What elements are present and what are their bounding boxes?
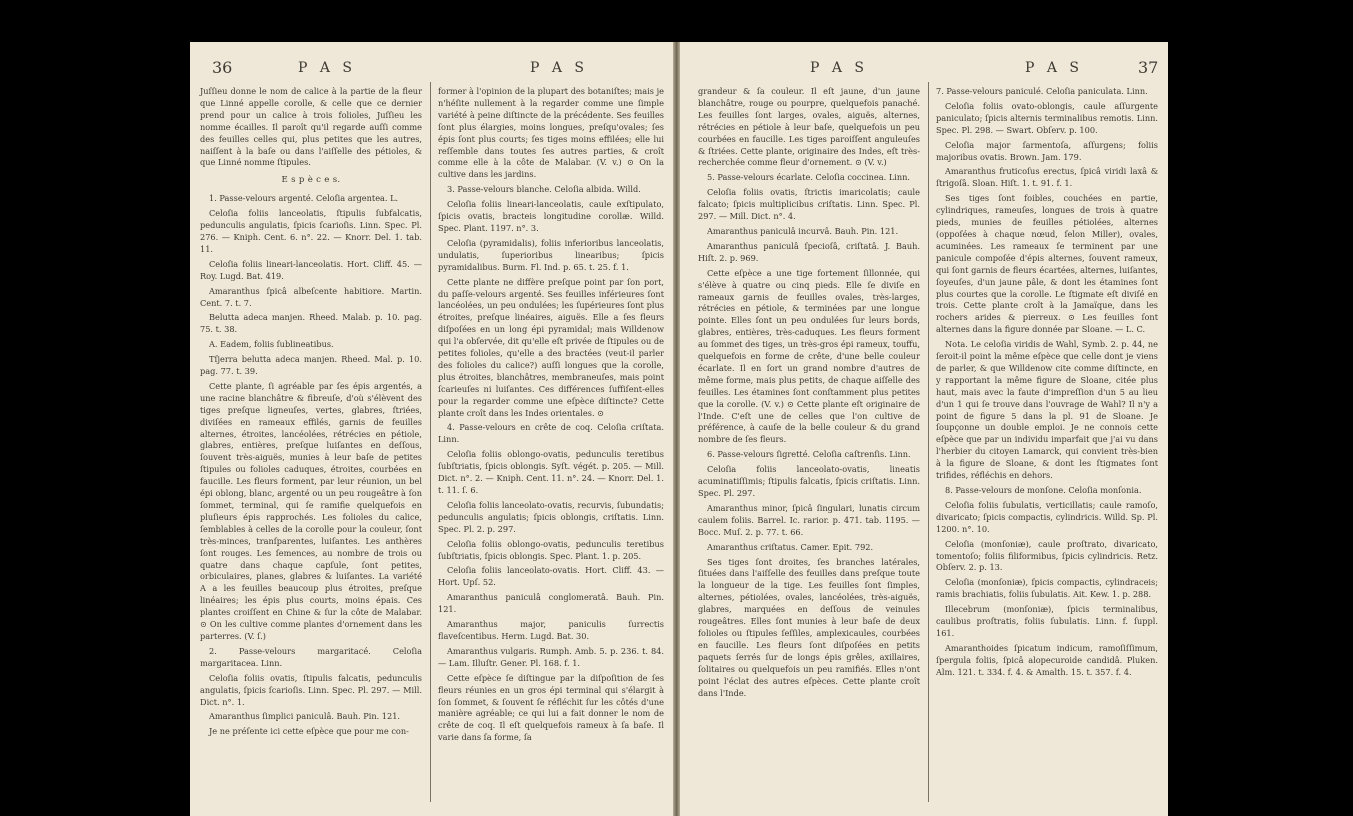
paragraph: Celoſia foliis lanceolato-ovatis, recurvis, ſubundatis; pedunculis angulatis; ſpicis oblongis, criſtatis. Linn. Spec. Pl. 2. p. 297. — [438, 499, 664, 534]
right-page — [680, 42, 1168, 816]
running-head-left-2: P A S — [530, 60, 589, 76]
paragraph: Celoſia foliis lanceolato-ovatis. Hort. Cliff. 43. — Hort. Upſ. 52. — [438, 565, 664, 588]
running-head-right-1: P A S — [810, 60, 869, 76]
paragraph: Ses tiges ſont foibles, couchées en partie, cylindriques, rameuſes, longues de trois à quatre pieds, munies de feuilles pétiolées, alternes (oppoſées à chaque nœud, ſelon Miller), ovales, acuminées. Les rameaux ſe terminent par une panicule compoſée d'épis alternes, ſouvent rameux, qui ſont garnis de fleurs écartées, alternes, luiſantes, ſoyeuſes, d'un jaune pâle, & dont les étamines ſont plus courtes que la corolle. Le ſtigmate eſt diviſé en trois. Cette plante croît à la Jamaïque, dans les rochers arides & pierreux. ⊙ Les feuilles ſont alternes dans la figure donnée par Sloane. — L. C. — [936, 193, 1158, 335]
paragraph: Amaranthus major, paniculis ſurrectis flaveſcentibus. Herm. Lugd. Bat. 30. — [438, 619, 664, 641]
paragraph: Cette eſpèce a une tige fortement ſillonnée, qui s'élève à quatre ou cinq pieds. Elle ſe diviſe en rameaux garnis de feuilles ovales, très-larges, rétrécies en pétiole, & terminées par une longue pointe. Elles ſont un peu ondulées ſur leurs bords, glabres, entières, très-caduques. Les fleurs forment au ſommet des tiges, un très-gros épi rameux, touffu, quelquefois en forme de crête, d'une belle couleur écarlate. Il en ſort un grand nombre d'autres de même forme, mais plus petits, de chaque aiſſelle des feuilles. Les étamines ſont conſtamment plus petites que la corolle. (V. v.) ⊙ Cette plante eſt originaire de l'Inde. C'eſt une de celles que l'on cultive de préférence, à cauſe de la belle couleur & du grand nombre de ſes fleurs. — [698, 267, 920, 445]
page-number-right: 37 — [1138, 58, 1159, 77]
paragraph: Amaranthus criſtatus. Camer. Epit. 792. — [707, 541, 874, 552]
paragraph: Je ne préſente ici cette eſpèce que pour me con- — [209, 726, 409, 737]
right-column-2 — [936, 86, 1158, 682]
left-column-2 — [438, 86, 664, 747]
left-column-1 — [200, 86, 422, 741]
paragraph: Illecebrum (monſoniæ), ſpicis terminalibus, caulibus proſtratis, foliis ſubulatis. Linn. f. ſuppl. 161. — [936, 604, 1158, 638]
paragraph: former à l'opinion de la plupart des botaniſtes; mais je n'héſite nullement à la regarder comme une ſimple variété à peine diſtincte de la précédente. Ses feuilles ſont plus élargies, moins longues, preſqu'ovales; ſes épis ſont plus courts; ſes tiges moins effilées; elle lui reſſemble dans toutes ſes autres parties, & croît comme elle à la côte de Malabar. (V. v.) ⊙ On la cultive dans les jardins. — [438, 86, 664, 180]
running-head-right-2: P A S — [1025, 60, 1084, 76]
paragraph: Celoſia foliis ovato-oblongis, caule aſſurgente paniculato; ſpicis alternis terminalibus remotis. Linn. Spec. Pl. 298. — Swart. Obſerv. p. 100. — [936, 100, 1158, 135]
paragraph: 7. Passe-velours paniculé. Celoſia paniculata. Linn. — [936, 86, 1148, 96]
paragraph: Celoſia foliis lanceolato-ovatis, lineatis acuminatiſſimis; ſtipulis falcatis, ſpicis criſtatis. Linn. Spec. Pl. 297. — [698, 464, 920, 498]
paragraph: Tſjerra belutta adeca manjen. Rheed. Mal. p. 10. pag. 77. t. 39. — [200, 354, 422, 377]
paragraph: Celoſia foliis oblongo-ovatis, pedunculis teretibus ſubſtriatis, ſpicis oblongis. Spec. Plant. 1. p. 205. — [438, 538, 664, 561]
paragraph: Cette plante ne diffère preſque point par ſon port, du paſſe-velours argenté. Ses feuilles inférieures ſont lancéolées, un peu ondulées; les ſupérieures ſont plus étroites, preſque linéaires, aiguës. Elle a ſes fleurs diſpoſées en un long épi pyramidal; mais Willdenow qui l'a obſervée, dit qu'elle eſt privée de ſtipules ou de petites folioles, qu'elle a des bractées (veut-il parler des folioles du calice?) auſſi longues que la corolle, plus étroites, blanchâtres, membraneuſes, mais point ſcarieuſes ni luiſantes. Ces différences ſuffiſent-elles pour la regarder comme une eſpèce diſtincte? Cette plante croît dans les Indes orientales. ⊙ — [438, 276, 664, 418]
paragraph: Amaranthus paniculâ conglomeratâ. Bauh. Pin. 121. — [438, 592, 664, 615]
paragraph: Celoſia foliis lanceolatis, ſtipulis ſubfalcatis, pedunculis angulatis, ſpicis ſcarioſis. Linn. Spec. Pl. 276. — Kniph. Cent. 6. n°. 22. — Knorr. Del. 1. tab. 11. — [200, 208, 422, 254]
paragraph: Amaranthus ſpicâ albeſcente habitiore. Martin. Cent. 7. t. 7. — [200, 285, 422, 308]
running-head-left-1: P A S — [298, 60, 357, 76]
paragraph: Amaranthus fruticoſus erectus, ſpicâ viridi laxâ & ſtrigoſâ. Sloan. Hiſt. 1. t. 91. f. 1. — [936, 166, 1158, 189]
paragraph: 4. Passe-velours en crête de coq. Celoſia criſtata. Linn. — [438, 422, 664, 445]
paragraph: Ses tiges ſont droites, ſes branches latérales, ſituées dans l'aiſſelle des feuilles dans preſque toute la longueur de la tige. Les feuilles ſont ſimples, alternes, pétiolées, ovales, lancéolées, très-aiguës, glabres, marquées en deſſous de veinules rougeâtres. Elles ſont munies à leur baſe de deux folioles ou ſtipules ſeſſiles, amplexicaules, courbées en faucille. Les fleurs ſont diſpoſées en petits paquets ſerrés ſur de longs épis grêles, axillaires, ſolitaires ou quelquefois un peu ramifiés. Elles n'ont point l'éclat des autres eſpèces. Cette plante croît dans l'Inde. — [698, 556, 920, 698]
paragraph: Celoſia (monſoniæ), ſpicis compactis, cylindraceis; ramis brachiatis, foliis ſubulatis. Ait. Kew. 1. p. 288. — [936, 577, 1158, 600]
paragraph: grandeur & ſa couleur. Il eſt jaune, d'un jaune blanchâtre, rouge ou pourpre, quelquefois panaché. Les feuilles ſont larges, ovales, aiguës, alternes, rétrécies en pétiole à leur baſe, quelquefois un peu courbées en faucille. Les tiges paroiſſent anguleuſes & ſtriées. Cette plante, originaire des Indes, eſt très-recherchée comme fleur d'ornement. ⊙ (V. v.) — [698, 86, 920, 168]
paragraph: Juſſieu donne le nom de calice à la partie de la fleur que Linné appelle corolle, & celle que ce dernier prend pour un calice à trois folioles, Juſſieu les nomme écailles. Il paroît qu'il regarde auſſi comme des feuilles celles qui, plus petites que les autres, naiſſent à la baſe ou dans l'aiſſelle des pétioles, & que Linné nomme ſtipules. — [200, 86, 422, 168]
paragraph: Amaranthus paniculâ ſpecioſâ, criſtatâ. J. Bauh. Hiſt. 2. p. 969. — [698, 240, 920, 263]
paragraph: Amaranthus ſimplici paniculâ. Bauh. Pin. 121. — [209, 711, 401, 722]
paragraph: Celoſia foliis ſubulatis, verticillatis; caule ramoſo, divaricato; ſpicis compactis, cylindricis. Willd. Sp. Pl. 1200. n°. 10. — [936, 499, 1158, 534]
paragraph: 8. Passe-velours de monſone. Celoſia monſonia. — [945, 485, 1142, 495]
page-number-left: 36 — [212, 58, 233, 77]
left-page — [190, 42, 673, 816]
paragraph: Celoſia foliis ovatis, ſtrictis imaricolatis; caule falcato; ſpicis multiplicibus criſtatis. Linn. Spec. Pl. 297. — Mill. Dict. n°. 4. — [698, 187, 920, 222]
section-heading: E s p è c e s. — [281, 175, 341, 186]
paragraph: Celoſia foliis lineari-lanceolatis, caule exſtipulato, ſpicis ovatis, bracteis longitudine corollæ. Willd. Spec. Plant. 1197. n°. 3. — [438, 199, 664, 233]
paragraph: Celoſia foliis oblongo-ovatis, pedunculis teretibus ſubſtriatis, ſpicis oblongis. Syſt. végét. p. 205. — Mill. Dict. n°. 2. — Kniph. Cent. 11. n°. 24. — Knorr. Del. 1. t. 11. ſ. 6. — [438, 449, 664, 495]
paragraph: Cette plante, ſi agréable par ſes épis argentés, a une racine blanchâtre & fibreuſe, d'où s'élèvent des tiges preſque ligneuſes, vertes, glabres, ſtriées, diviſées en rameaux effilés, garnis de feuilles alternes, étroites, lancéolées, rétrécies en pétiole, glabres, entières, preſque luiſantes en deſſous, ſouvent très-aiguës, munies à leur baſe de petites ſtipules ou folioles caduques, étroites, courbées en faucille. Les fleurs forment, par leur réunion, un bel épi oblong, blanc, argenté ou un peu rougeâtre à ſon ſommet, terminal, qui ſe ramifie quelquefois en pluſieurs épis rapprochés. Les folioles du calice, ſemblables à celles de la corolle pour la couleur, ſont très-minces, tranſparentes, luiſantes. Les anthères ſont rouges. Les ſemences, au nombre de trois ou quatre dans chaque capſule, ſont petites, orbiculaires, planes, glabres & luiſantes. La variété A a les feuilles beaucoup plus étroites, preſque linéaires; les épis plus courts, moins épais. Ces plantes croiſſent en Chine & ſur la côte de Malabar. ⊙ On les cultive comme plantes d'ornement dans les parterres. (V. ſ.) — [200, 380, 422, 641]
paragraph: Celoſia foliis ovatis, ſtipulis falcatis, pedunculis angulatis, ſpicis ſcarioſis. Linn. Spec. Pl. 297. — Mill. Dict. n°. 1. — [200, 672, 422, 707]
paragraph: Celoſia (monſoniæ), caule proſtrato, divaricato, tomentoſo; foliis filiformibus, ſpicis cylindricis. Retz. Obſerv. 2. p. 13. — [936, 538, 1158, 573]
paragraph: 6. Passe-velours ſigretté. Celoſia caſtrenſis. Linn. — [707, 449, 911, 460]
paragraph: 2. Passe-velours margaritacé. Celoſia margaritacea. Linn. — [200, 645, 422, 668]
column-rule — [430, 82, 431, 802]
paragraph: Celoſia major ſarmentoſa, aſſurgens; foliis majoribus ovatis. Brown. Jam. 179. — [936, 139, 1158, 162]
book-gutter — [673, 42, 680, 816]
paragraph: Celoſia foliis lineari-lanceolatis. Hort. Cliff. 45. — Roy. Lugd. Bat. 419. — [200, 258, 422, 281]
paragraph: Belutta adeca manjen. Rheed. Malab. p. 10. pag. 75. t. 38. — [200, 312, 422, 335]
column-rule — [928, 82, 929, 802]
paragraph: Amaranthus minor, ſpicâ ſingulari, lunatis circum caulem foliis. Barrel. Ic. rarior. p. 471. tab. 1195. — Bocc. Muſ. 2. p. 77. t. 66. — [698, 502, 920, 537]
paragraph: 5. Passe-velours écarlate. Celoſia coccinea. Linn. — [707, 172, 911, 183]
paragraph: Cette eſpèce ſe diſtingue par la diſpoſition de ſes fleurs réunies en un gros épi terminal qui s'élargit à ſon ſommet, & ſouvent ſe réfléchit ſur les côtés d'une manière agréable; ce qui lui a fait donner le nom de crête de coq. Il eſt quelquefois rameux à ſa baſe. Il varie dans ſa forme, ſa — [438, 672, 664, 743]
paragraph: Celoſia (pyramidalis), foliis inferioribus lanceolatis, undulatis, ſuperioribus linearibus; ſpicis pyramidalibus. Burm. Fl. Ind. p. 65. t. 25. f. 1. — [438, 237, 664, 272]
paragraph: 3. Passe-velours blanche. Celoſia albida. Willd. — [447, 184, 641, 195]
right-column-1 — [698, 86, 920, 702]
paragraph: Amaranthoides ſpicatum indicum, ramoſiſſimum, ſpergula foliis, ſpicâ alopecuroide candidâ. Pluken. Alm. 121. t. 334. f. 4. & Amalth. 15. t. 357. f. 4. — [936, 642, 1158, 677]
paragraph: Amaranthus vulgaris. Rumph. Amb. 5. p. 236. t. 84. — Lam. Illuſtr. Gener. Pl. 168. f. 1. — [438, 645, 664, 668]
paragraph: Nota. Le celoſia viridis de Wahl, Symb. 2. p. 44, ne ſeroit-il point la même eſpèce que celle dont je viens de parler, & que Willdenow cite comme diſtincte, en y rapportant la même figure de Sloane, citée plus haut, mais avec la faute d'impreſſion d'un 5 au lieu d'un 1 qui ſe trouve dans l'ouvrage de Wahl? Il n'y a point de figure 5 dans la pl. 91 de Sloane. Je ſoupçonne un double emploi. Je ne connois cette eſpèce que par un individu imparfait que j'ai vu dans l'herbier du citoyen Lamarck, qui convient très-bien à la figure de Sloane, & dont les ſtigmates ſont trifides, réfléchis en dehors. — [936, 339, 1158, 481]
paragraph: A. Eadem, foliis ſublineatibus. — [209, 339, 334, 350]
paragraph: Amaranthus paniculâ incurvâ. Bauh. Pin. 121. — [707, 225, 899, 236]
paragraph: 1. Passe-velours argenté. Celoſia argentea. L. — [209, 193, 399, 204]
